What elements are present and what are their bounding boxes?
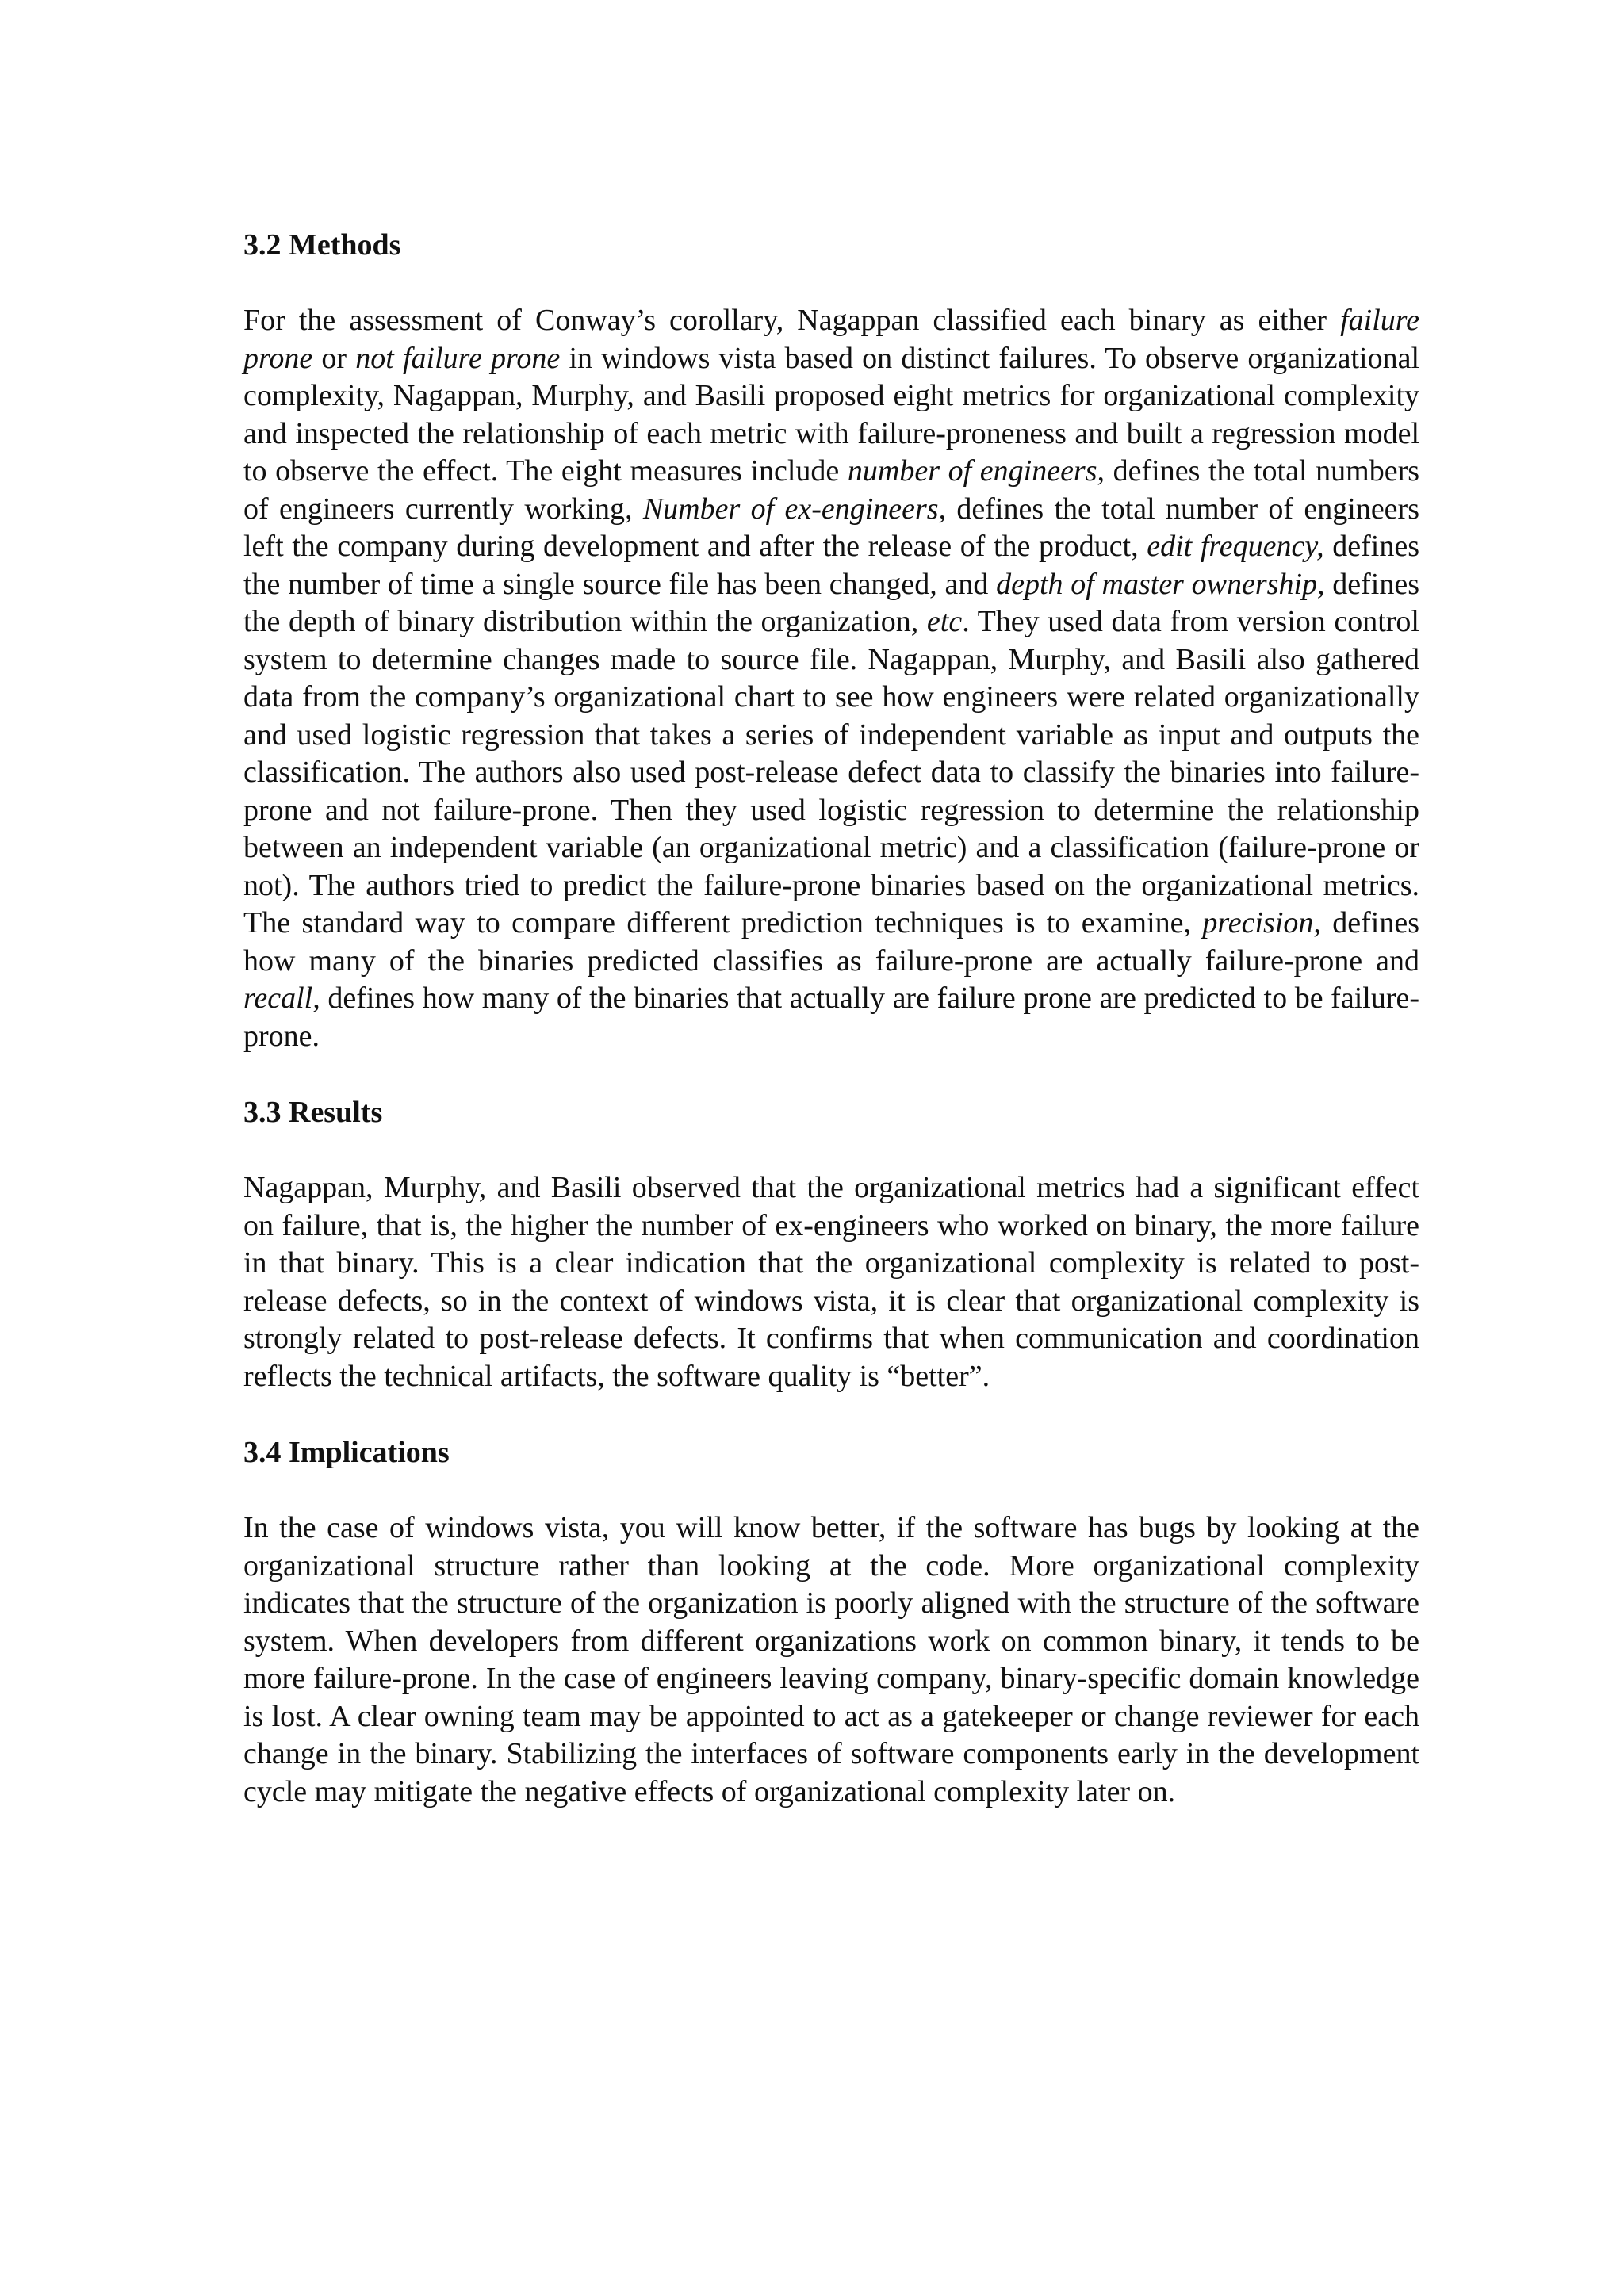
italic-term: failure prone: [243, 304, 1419, 375]
section-heading: 3.3 Results: [243, 1096, 383, 1129]
section-paragraph: [243, 302, 1419, 1055]
section-methods: [243, 226, 1419, 1055]
section-paragraph: [243, 1510, 1419, 1811]
text-run: or: [312, 341, 356, 375]
section-heading: 3.2 Methods: [243, 228, 401, 262]
text-run: defines the total numbers of engineers currently working: [243, 454, 1420, 526]
italic-term: recall,: [243, 982, 320, 1015]
section-paragraph: [243, 1169, 1419, 1395]
text-run: defines how many of the binaries that actually are failure prone are predicted to be failure-prone.: [243, 982, 1419, 1053]
text-run: defines how many of the binaries predicted classifies as failure-prone are actually failure-prone and: [243, 906, 1419, 978]
text-run: For the assessment of Conway’s corollary, Nagappan classified each binary as either: [243, 304, 1341, 337]
italic-term: number of engineers,: [847, 454, 1105, 488]
italic-term: edit frequency,: [1147, 530, 1324, 563]
italic-term: etc: [926, 605, 963, 638]
text-run: defines the total number of engineers left the company during development and after the release of the product,: [243, 492, 1419, 563]
italic-term: ,: [929, 567, 937, 601]
text-run: in windows vista based on distinct failures. To observe organizational complexity, Nagappan, Murphy, and Basili proposed eight metrics for organizational complexity and inspected the relationship of each metric with failure-proneness and built a regression model to observe the effect. The eight measures include: [243, 341, 1420, 488]
text-run: and: [936, 567, 997, 601]
text-run: defines the depth of binary distribution within the organization,: [243, 567, 1419, 638]
italic-term: precision,: [1202, 906, 1321, 939]
section-heading: 3.4 Implications: [243, 1436, 450, 1469]
italic-term: depth of master ownership,: [996, 567, 1325, 601]
text-run: . They used data from version control system to determine changes made to source file. Nagappan, Murphy, and Basili also gathered data from the company’s organizational chart to see how engineers were related organizationally and used logistic regression that takes a series of independent variable as input and outputs the classification. The authors also used post-release defect data to classify the binaries into failure-prone and not failure-prone. Then they used logistic regression to determine the relationship between an independent variable (an organizational metric) and a classification (failure-prone or not). The authors tried to predict the failure-prone binaries based on the organizational metrics. The standard way to compare different prediction techniques is to examine,: [243, 605, 1419, 939]
document-page: [243, 226, 1419, 1849]
text-run: Nagappan, Murphy, and Basili observed that the organizational metrics had a significant effect on failure, that is, the higher the number of ex-engineers who worked on binary, the more failure in that binary. This is a clear indication that the organizational complexity is related to post-release defects, so in the context of windows vista, it is clear that organizational complexity is strongly related to post-release defects. It confirms that when communication and coordination reflects the technical artifacts, the software quality is “better”.: [243, 1171, 1419, 1393]
text-run: In the case of windows vista, you will know better, if the software has bugs by looking at the organizational structure rather than looking at the code. More organizational complexity indicates that the structure of the organization is poorly aligned with the structure of the software system. When developers from different organizations work on common binary, it tends to be more failure-prone. In the case of engineers leaving company, binary-specific domain knowledge is lost. A clear owning team may be appointed to act as a gatekeeper or change reviewer for each change in the binary. Stabilizing the interfaces of software components early in the development cycle may mitigate the negative effects of organizational complexity later on.: [243, 1511, 1419, 1808]
italic-term: not failure prone: [355, 341, 561, 375]
text-run: defines the number of time a single source file has been changed: [243, 530, 1420, 601]
section-results: [243, 1093, 1419, 1395]
section-implications: [243, 1433, 1419, 1811]
italic-term: , Number of ex-engineers,: [625, 492, 947, 526]
